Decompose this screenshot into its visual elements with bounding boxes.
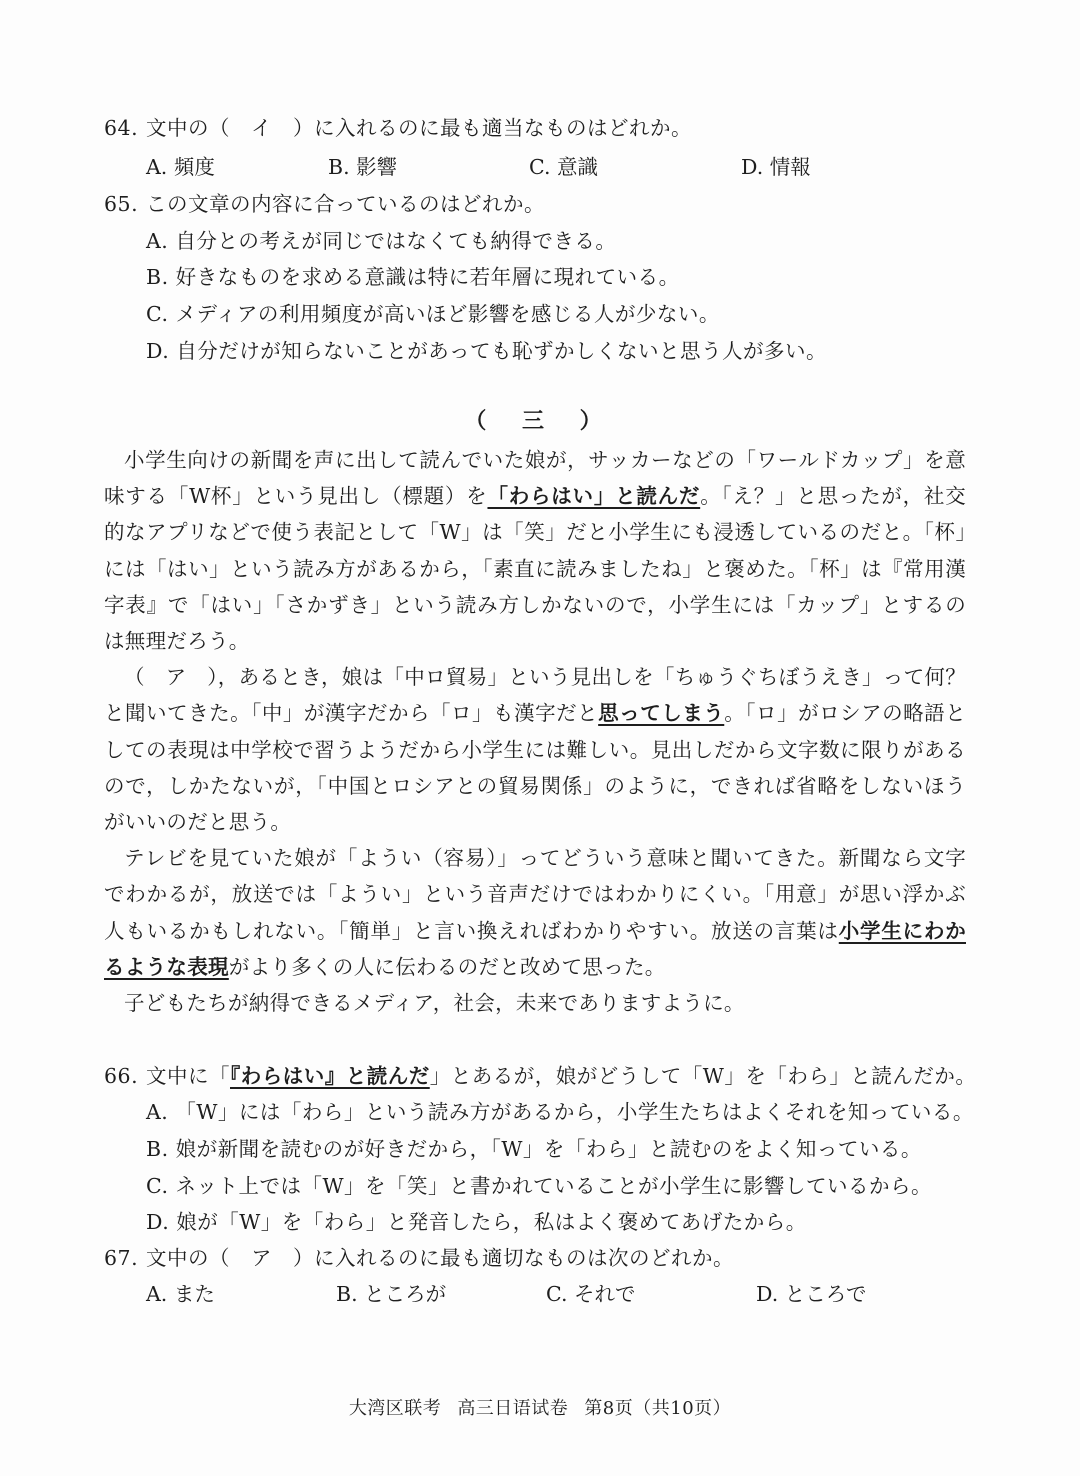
footer-exam-name: 大湾区联考 (348, 1398, 442, 1419)
underlined-phrase: 「わらはい」と読んだ (487, 484, 701, 509)
passage-text: がより多くの人に伝わるのだと改めて思った。 (228, 954, 666, 979)
question-text: 」とあるが，娘がどうして「W」を「わら」と読んだか。 (429, 1064, 977, 1088)
underlined-phrase: 思ってしまう (598, 701, 725, 726)
reading-passage (104, 442, 966, 1021)
option-a: A. また (146, 1282, 215, 1306)
option-b: B. ところが (336, 1282, 447, 1306)
option-c: C. それで (546, 1282, 636, 1306)
option-d: D. 娘が「W」を「わら」と発音したら，私はよく褒めてあげたから。 (146, 1210, 807, 1234)
passage-text: 小学生向けの新聞を声に出して読んでいた娘が，サッカーなどの「ワールドカップ」を意味する「W杯」という見出し（標題）を (104, 448, 966, 509)
option-c: C. メディアの利用頻度が高いほど影響を感じる人が少ない。 (146, 302, 720, 326)
page-footer (0, 1394, 1080, 1420)
passage-text: （ ア ），あるとき，娘は「中ロ貿易」という見出しを「ちゅうぐちぼうえき」って何？と聞いてきた。「中」が漢字だから「ロ」も漢字だと (104, 665, 966, 726)
question-text: 文中の（ イ ）に入れるのに最も適当なものはどれか。 (146, 116, 692, 140)
option-d: D. 自分だけが知らないことがあっても恥ずかしくないと思う人が多い。 (146, 339, 828, 363)
question-number: 66. (104, 1064, 139, 1088)
passage-paragraph (104, 659, 966, 840)
question-text: 文中に「 (146, 1064, 230, 1088)
option-a: A. 自分との考えが同じではなくても納得できる。 (146, 229, 617, 253)
footer-subject: 高三日语试卷 (457, 1398, 569, 1419)
underlined-phrase: 『わらはい』と読んだ (230, 1064, 430, 1088)
passage-text: テレビを見ていた娘が「ようい（容易）」ってどういう意味と聞いてきた。新聞なら文字でわかるが，放送では「ようい」という音声だけではわかりにくい。「用意」が思い浮かぶ人もいるかもしれない。「簡単」と言い換えればわかりやすい。放送の言葉は (104, 846, 966, 943)
section-title: （ 三 ） (464, 408, 616, 434)
passage-text: 。「え？」と思ったが，社交的なアプリなどで使う表記として「W」は「笑」だと小学生にも浸透しているのだと。「杯」には「はい」という読み方があるから，「素直に読みましたね」と褒めた。「杯」は『常用漢字表』で「はい」「さかずき」という読み方しかないので，小学生には「カップ」とするのは無理だろう。 (104, 484, 966, 654)
option-c: C. ネット上では「W」を「笑」と書かれていることが小学生に影響しているから。 (146, 1174, 933, 1198)
question-64 (104, 113, 692, 143)
passage-paragraph (104, 442, 966, 659)
question-text: この文章の内容に合っているのはどれか。 (146, 192, 545, 216)
option-a: A. 頻度 (146, 155, 215, 179)
option-a: A. 「W」には「わら」という読み方があるから，小学生たちはよくそれを知っている。 (146, 1100, 974, 1124)
option-d: D. ところで (756, 1282, 867, 1306)
option-b: B. 好きなものを求める意識は特に若年層に現れている。 (146, 265, 680, 289)
question-65 (104, 189, 545, 219)
passage-paragraph: 子どもたちが納得できるメディア，社会，未来でありますように。 (124, 991, 745, 1016)
option-b: B. 影響 (328, 155, 398, 179)
passage-text: 。「ロ」がロシアの略語としての表現は中学校で習うようだから小学生には難しい。見出しだから文字数に限りがあるので，しかたないが，「中国とロシアとの貿易関係」のように，できれば省略をしないほうがいいのだと思う。 (104, 701, 966, 835)
option-d: D. 情報 (741, 155, 811, 179)
question-number: 64. (104, 116, 139, 140)
question-text: 文中の（ ア ）に入れるのに最も適切なものは次のどれか。 (146, 1246, 734, 1270)
question-66 (104, 1061, 976, 1091)
option-c: C. 意識 (529, 155, 598, 179)
option-b: B. 娘が新聞を読むのが好きだから，「W」を「わら」と読むのをよく知っている。 (146, 1137, 922, 1161)
question-number: 65. (104, 192, 139, 216)
passage-paragraph (104, 840, 966, 985)
question-67 (104, 1243, 734, 1273)
question-number: 67. (104, 1246, 139, 1270)
underlined-phrase: 小学生にわかるような表現 (104, 918, 966, 979)
footer-page-number: 第8页（共10页） (584, 1398, 732, 1419)
